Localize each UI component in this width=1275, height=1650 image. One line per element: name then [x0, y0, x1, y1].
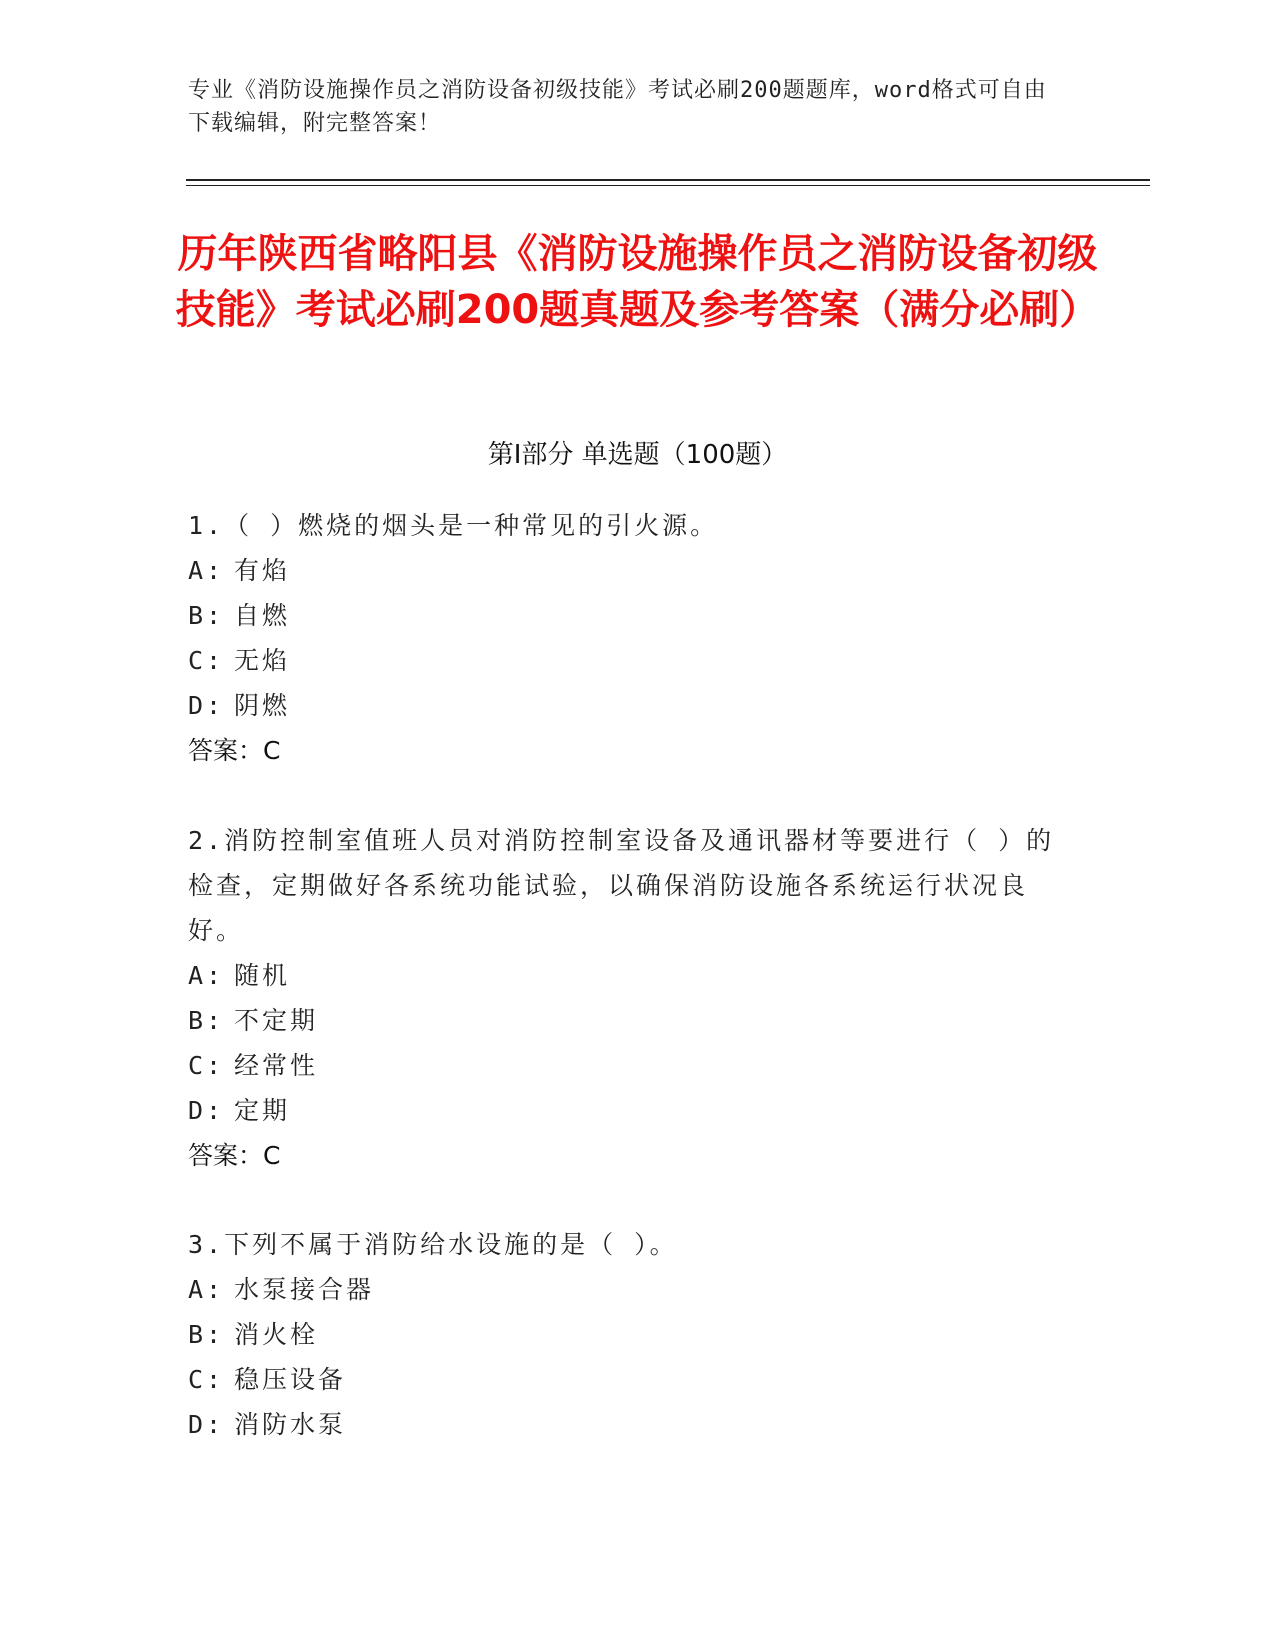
option-c: [188, 638, 1068, 683]
option-text: 随机: [234, 961, 291, 990]
option-letter: C:: [188, 1365, 225, 1394]
option-text: 不定期: [234, 1006, 319, 1035]
section-title: 第Ⅰ部分 单选题（100题）: [487, 440, 788, 470]
option-a: [188, 1267, 1068, 1312]
document-title: 历年陕西省略阳县《消防设施操作员之消防设备初级技能》考试必刷200题真题及参考答案（满分必刷）: [175, 231, 1100, 333]
option-d: [188, 1402, 1068, 1447]
option-letter: D:: [188, 1096, 225, 1125]
option-a: [188, 953, 1068, 998]
option-text: 消火栓: [234, 1320, 319, 1349]
option-text: 无焰: [234, 646, 291, 675]
option-letter: C:: [188, 1051, 225, 1080]
option-letter: B:: [188, 1320, 225, 1349]
question-2: [188, 818, 1068, 1178]
option-text: 定期: [234, 1096, 291, 1125]
option-d: [188, 1088, 1068, 1133]
option-c: [188, 1357, 1068, 1402]
header-note: 专业《消防设施操作员之消防设备初级技能》考试必刷200题题库，word格式可自由下载编辑，附完整答案！: [188, 78, 1047, 136]
option-text: 稳压设备: [234, 1365, 347, 1394]
option-text: 经常性: [234, 1051, 319, 1080]
option-letter: A:: [188, 961, 225, 990]
header-rule-thin: [186, 185, 1150, 186]
option-letter: B:: [188, 601, 225, 630]
question-stem: 2.消防控制室值班人员对消防控制室设备及通讯器材等要进行（ ）的检查，定期做好各系统功能试验，以确保消防设施各系统运行状况良好。: [188, 826, 1055, 945]
question-1: [188, 503, 1068, 773]
option-b: [188, 593, 1068, 638]
option-c: [188, 1043, 1068, 1088]
option-b: [188, 1312, 1068, 1357]
option-text: 阴燃: [234, 691, 291, 720]
option-text: 消防水泵: [234, 1410, 347, 1439]
answer-line: 答案：C: [188, 736, 281, 765]
question-stem: 1.（ ）燃烧的烟头是一种常见的引火源。: [188, 511, 719, 540]
option-letter: D:: [188, 1410, 225, 1439]
question-stem: 3.下列不属于消防给水设施的是（ ）。: [188, 1230, 678, 1259]
question-3: [188, 1222, 1068, 1447]
option-b: [188, 998, 1068, 1043]
option-d: [188, 683, 1068, 728]
option-letter: B:: [188, 1006, 225, 1035]
option-text: 有焰: [234, 556, 291, 585]
option-letter: D:: [188, 691, 225, 720]
option-letter: A:: [188, 556, 225, 585]
answer-line: 答案：C: [188, 1141, 281, 1170]
option-text: 水泵接合器: [234, 1275, 375, 1304]
header-rule-thick: [186, 179, 1150, 181]
option-letter: C:: [188, 646, 225, 675]
option-text: 自燃: [234, 601, 291, 630]
option-a: [188, 548, 1068, 593]
option-letter: A:: [188, 1275, 225, 1304]
